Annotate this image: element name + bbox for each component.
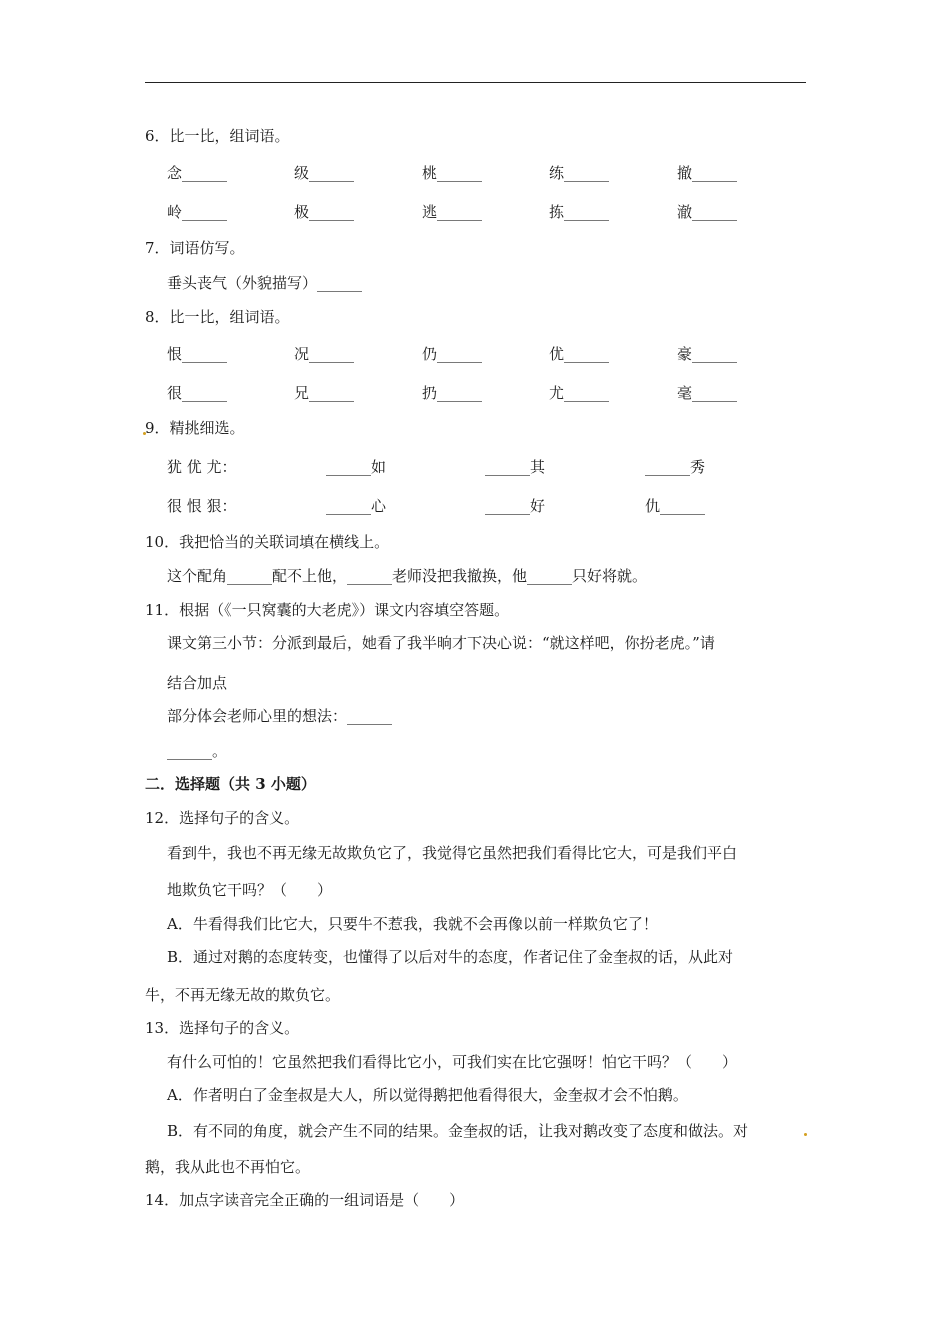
mark-dot: [804, 1133, 807, 1136]
q9-item: ______如: [326, 458, 387, 476]
q13-line: 有什么可怕的！它虽然把我们看得比它小，可我们实在比它强呀！怕它干吗？（ ）: [167, 1053, 738, 1071]
q13-option-a: A．作者明白了金奎叔是大人，所以觉得鹅把他看得很大，金奎叔才会不怕鹅。: [167, 1086, 688, 1104]
q8-item: 豪______: [677, 345, 738, 363]
q8-item: 况______: [294, 345, 355, 363]
q6-item: 岭______: [167, 203, 228, 221]
q8-stem: 8．比一比，组词语。: [145, 308, 290, 326]
q13-stem: 13．选择句子的含义。: [145, 1019, 300, 1037]
q8-item: 很______: [167, 384, 228, 402]
q9-item: ______心: [326, 497, 387, 515]
q6-stem: 6．比一比，组词语。: [145, 127, 290, 145]
q6-item: 撤______: [677, 164, 738, 182]
q6-item: 级______: [294, 164, 355, 182]
q6-item: 练______: [549, 164, 610, 182]
q12-option-b-cont: 牛，不再无缘无故的欺负它。: [145, 986, 341, 1004]
q10-line: 这个配角______配不上他，______老师没把我撤换，他______只好将就。: [167, 567, 648, 585]
q10-stem: 10．我把恰当的关联词填在横线上。: [145, 533, 390, 551]
q13-option-b-cont: 鹅，我从此也不再怕它。: [145, 1158, 311, 1176]
q8-item: 恨______: [167, 345, 228, 363]
q9-label: 犹 优 尤：: [167, 458, 237, 476]
q11-line: 结合加点: [167, 674, 228, 692]
q7-stem: 7．词语仿写。: [145, 239, 245, 257]
q13-option-b: B．有不同的角度，就会产生不同的结果。金奎叔的话，让我对鹅改变了态度和做法。对: [167, 1122, 749, 1140]
q6-item: 拣______: [549, 203, 610, 221]
q11-line: 课文第三小节：分派到最后，她看了我半晌才下决心说：“就这样吧，你扮老虎。”请: [167, 634, 715, 652]
q9-item: ______秀: [645, 458, 706, 476]
q9-stem: 9．精挑细选。: [145, 419, 245, 437]
q9-item: 仇______: [645, 497, 706, 515]
q11-line: 部分体会老师心里的想法：______: [167, 707, 393, 725]
q8-item: 扔______: [422, 384, 483, 402]
q9-label: 很 恨 狠：: [167, 497, 237, 515]
section-title: 二．选择题（共 3 小题）: [145, 775, 316, 793]
q6-item: 念______: [167, 164, 228, 182]
q8-item: 兄______: [294, 384, 355, 402]
q6-item: 澈______: [677, 203, 738, 221]
q9-item: ______其: [485, 458, 546, 476]
q7-line: 垂头丧气（外貌描写）______: [167, 274, 363, 292]
q9-item: ______好: [485, 497, 546, 515]
q8-item: 尤______: [549, 384, 610, 402]
q11-stem: 11．根据（《一只窝囊的大老虎》）课文内容填空答题。: [145, 601, 510, 619]
q12-option-b: B．通过对鹅的态度转变，也懂得了以后对牛的态度，作者记住了金奎叔的话，从此对: [167, 948, 734, 966]
q6-item: 逃______: [422, 203, 483, 221]
header-rule: [145, 82, 806, 83]
q12-line: 地欺负它干吗？（ ）: [167, 881, 333, 899]
q14-stem: 14．加点字读音完全正确的一组词语是（ ）: [145, 1191, 465, 1209]
q6-item: 桃______: [422, 164, 483, 182]
q8-item: 毫______: [677, 384, 738, 402]
q11-line: ______。: [167, 742, 228, 760]
q12-stem: 12．选择句子的含义。: [145, 809, 300, 827]
q12-line: 看到牛，我也不再无缘无故欺负它了，我觉得它虽然把我们看得比它大，可是我们平白: [167, 844, 738, 862]
q8-item: 仍______: [422, 345, 483, 363]
q6-item: 极______: [294, 203, 355, 221]
q8-item: 优______: [549, 345, 610, 363]
q12-option-a: A．牛看得我们比它大，只要牛不惹我，我就不会再像以前一样欺负它了！: [167, 915, 658, 933]
